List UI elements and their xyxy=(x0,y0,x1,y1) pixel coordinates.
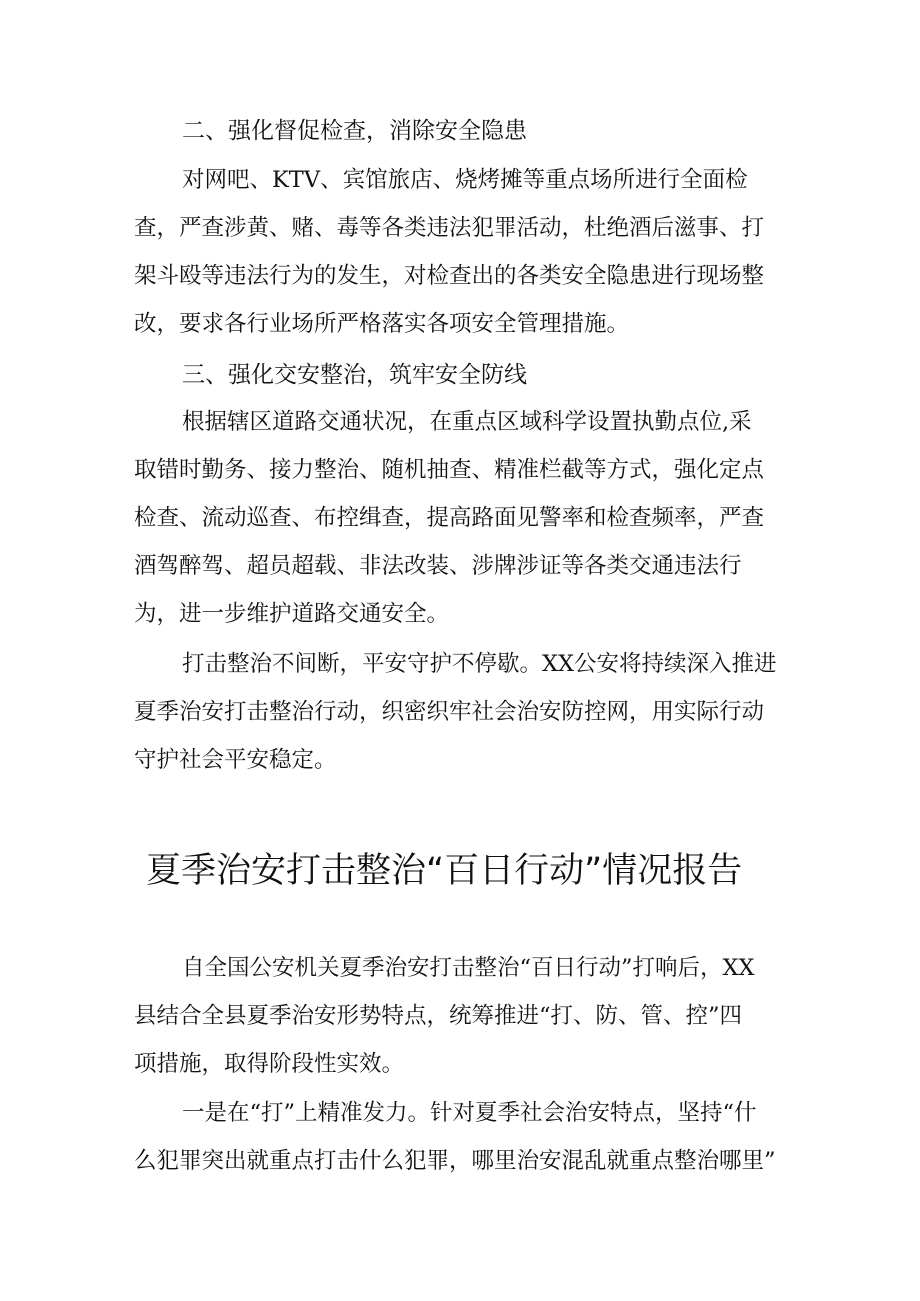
text-line: 检查、流动巡查、布控缉查，提高路面见警率和检查频率，严查 xyxy=(134,505,765,531)
text-line: 县结合全县夏季治安形势特点，统筹推进“打、防、管、控”四 xyxy=(134,1003,743,1029)
section-heading-traffic: 三、强化交安整治，筑牢安全防线 xyxy=(182,362,527,388)
text-line: 取错时勤务、接力整治、随机抽查、精准栏截等方式，强化定点 xyxy=(134,457,765,483)
text-line: 对网吧、KTV、宾馆旅店、烧烤摊等重点场所进行全面检 xyxy=(182,167,748,193)
text-line: 酒驾醉驾、超员超载、非法改装、涉牌涉证等各类交通违法行 xyxy=(134,553,742,579)
text-line: 项措施，取得阶段性实效。 xyxy=(134,1051,405,1077)
text-line: 根据辖区道路交通状况，在重点区域科学设置执勤点位,采 xyxy=(182,409,752,435)
text-line: 打击整治不间断，平安守护不停歇。XX公安将持续深入推进 xyxy=(182,651,777,677)
section-heading-inspection: 二、强化督促检查，消除安全隐患 xyxy=(182,118,527,144)
text-line: 夏季治安打击整治行动，织密织牢社会治安防控网，用实际行动 xyxy=(134,699,765,725)
text-line: 么犯罪突出就重点打击什么犯罪，哪里治安混乱就重点整治哪里” xyxy=(134,1148,776,1174)
paragraph-inspection xyxy=(134,156,794,348)
report-title: 夏季治安打击整治“百日行动”情况报告 xyxy=(146,851,743,891)
text-line: 查，严查涉黄、赌、毒等各类违法犯罪活动，杜绝酒后滋事、打 xyxy=(134,215,765,241)
text-line: 架斗殴等违法行为的发生，对检查出的各类安全隐患进行现场整 xyxy=(134,263,765,289)
paragraph-report-intro xyxy=(134,944,794,1088)
text-line: 改，要求各行业场所严格落实各项安全管理措施。 xyxy=(134,311,630,337)
text-line: 为，进一步维护道路交通安全。 xyxy=(134,601,450,627)
text-line: 一是在“打”上精准发力。针对夏季社会治安特点，坚持“什 xyxy=(182,1100,757,1126)
text-line: 自全国公安机关夏季治安打击整治“百日行动”打响后，XX xyxy=(182,955,755,981)
text-line: 守护社会平安稳定。 xyxy=(134,747,337,773)
paragraph-traffic xyxy=(134,398,794,638)
paragraph-point-one xyxy=(134,1089,794,1185)
paragraph-closing xyxy=(134,640,794,784)
